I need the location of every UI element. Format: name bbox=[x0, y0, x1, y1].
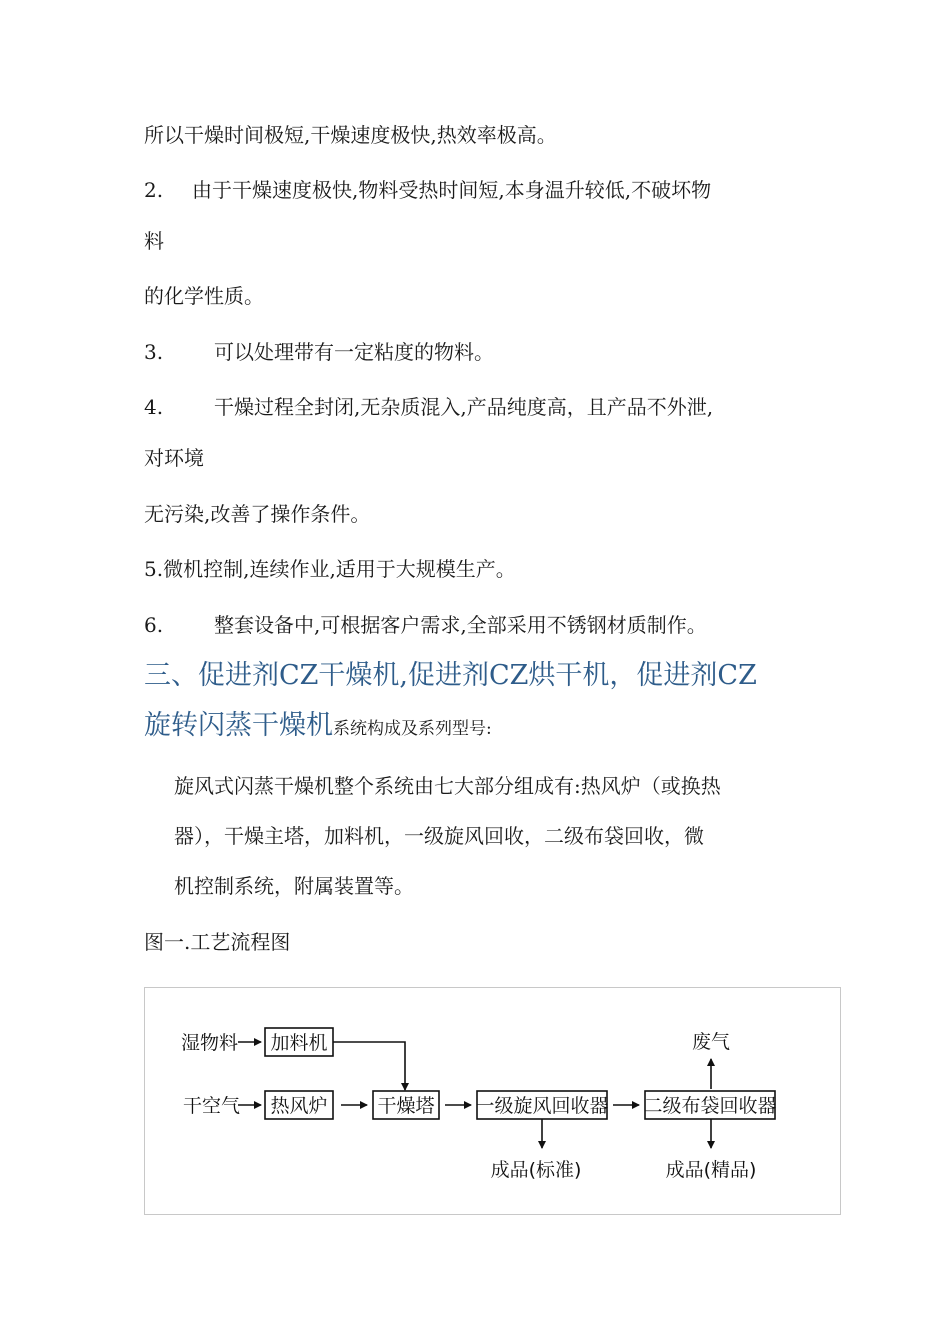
section-heading-line2 bbox=[144, 708, 492, 747]
process-flow-diagram bbox=[144, 987, 841, 1215]
label-bag-collector: 二级布袋回收器 bbox=[643, 1095, 777, 1117]
paragraph-line: 的化学性质。 bbox=[144, 284, 264, 308]
label-heater: 热风炉 bbox=[270, 1095, 328, 1117]
label-cyclone: 一级旋风回收器 bbox=[475, 1095, 609, 1117]
list-item-4 bbox=[144, 393, 713, 421]
body-line: 机控制系统，附属装置等。 bbox=[174, 874, 414, 898]
list-text: 整套设备中,可根据客户需求,全部采用不锈钢材质制作。 bbox=[214, 613, 707, 637]
section-heading: 三、促进剂CZ干燥机,促进剂CZ烘干机，促进剂CZ bbox=[144, 660, 757, 691]
list-text: 由于干燥速度极快,物料受热时间短,本身温升较低,不破坏物 bbox=[192, 178, 712, 202]
label-feeder: 加料机 bbox=[270, 1032, 328, 1054]
list-number: 2. bbox=[144, 178, 164, 202]
body-line: 旋风式闪蒸干燥机整个系统由七大部分组成有:热风炉（或换热 bbox=[174, 774, 721, 798]
label-dryer-tower: 干燥塔 bbox=[377, 1095, 435, 1117]
body-line: 器），干燥主塔，加料机，一级旋风回收，二级布袋回收，微 bbox=[174, 824, 704, 848]
paragraph-line: 料 bbox=[144, 229, 164, 253]
figure-caption: 图一.工艺流程图 bbox=[144, 930, 291, 954]
section-heading-text: 旋转闪蒸干燥机 bbox=[144, 710, 333, 741]
arrow bbox=[333, 1042, 405, 1090]
label-dry-air: 干空气 bbox=[183, 1095, 241, 1117]
paragraph-line: 对环境 bbox=[144, 446, 204, 470]
label-exhaust: 废气 bbox=[691, 1031, 731, 1053]
list-text: 干燥过程全封闭,无杂质混入,产品纯度高，且产品不外泄, bbox=[214, 395, 714, 419]
paragraph-line: 无污染,改善了操作条件。 bbox=[144, 502, 371, 526]
list-number: 6. bbox=[144, 613, 164, 637]
list-item-5: 5.微机控制,连续作业,适用于大规模生产。 bbox=[144, 557, 516, 581]
section-heading-suffix: 系统构成及系列型号: bbox=[333, 719, 492, 739]
paragraph-line: 所以干燥时间极短,干燥速度极快,热效率极高。 bbox=[144, 123, 557, 147]
list-item-3 bbox=[144, 338, 494, 366]
list-number: 4. bbox=[144, 395, 164, 419]
label-product-standard: 成品(标准) bbox=[490, 1159, 582, 1181]
label-wet-material: 湿物料 bbox=[181, 1032, 239, 1054]
list-number: 3. bbox=[144, 340, 164, 364]
label-product-fine: 成品(精品) bbox=[665, 1159, 757, 1181]
list-text: 可以处理带有一定粘度的物料。 bbox=[214, 340, 494, 364]
list-item-6 bbox=[144, 611, 707, 639]
list-item-2 bbox=[144, 176, 711, 204]
